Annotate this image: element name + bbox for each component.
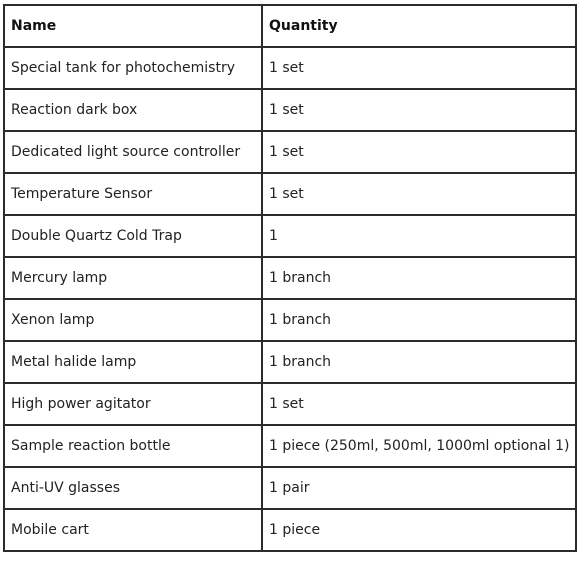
- table-row: [4, 47, 576, 89]
- cell-name: Temperature Sensor: [4, 173, 262, 215]
- header-quantity: Quantity: [262, 5, 576, 47]
- table-row: [4, 215, 576, 257]
- cell-name: Mercury lamp: [4, 257, 262, 299]
- table-row: [4, 89, 576, 131]
- cell-quantity: 1 piece: [262, 509, 576, 551]
- cell-quantity: 1 set: [262, 383, 576, 425]
- table-row: [4, 425, 576, 467]
- cell-name: Metal halide lamp: [4, 341, 262, 383]
- cell-quantity: 1 piece (250ml, 500ml, 1000ml optional 1): [262, 425, 576, 467]
- cell-quantity: 1: [262, 215, 576, 257]
- cell-name: Mobile cart: [4, 509, 262, 551]
- cell-name: Anti-UV glasses: [4, 467, 262, 509]
- table-row: [4, 299, 576, 341]
- table-row: [4, 257, 576, 299]
- cell-name: High power agitator: [4, 383, 262, 425]
- cell-quantity: 1 branch: [262, 257, 576, 299]
- table-header-row: [4, 5, 576, 47]
- table-row: [4, 341, 576, 383]
- header-name: Name: [4, 5, 262, 47]
- cell-name: Sample reaction bottle: [4, 425, 262, 467]
- equipment-table: [3, 4, 577, 552]
- cell-quantity: 1 set: [262, 47, 576, 89]
- table-row: [4, 383, 576, 425]
- cell-quantity: 1 set: [262, 173, 576, 215]
- cell-quantity: 1 branch: [262, 299, 576, 341]
- cell-name: Dedicated light source controller: [4, 131, 262, 173]
- cell-name: Xenon lamp: [4, 299, 262, 341]
- table-row: [4, 509, 576, 551]
- cell-name: Double Quartz Cold Trap: [4, 215, 262, 257]
- cell-quantity: 1 branch: [262, 341, 576, 383]
- table-row: [4, 173, 576, 215]
- cell-quantity: 1 set: [262, 131, 576, 173]
- cell-name: Reaction dark box: [4, 89, 262, 131]
- cell-quantity: 1 set: [262, 89, 576, 131]
- cell-quantity: 1 pair: [262, 467, 576, 509]
- table-row: [4, 467, 576, 509]
- table-row: [4, 131, 576, 173]
- cell-name: Special tank for photochemistry: [4, 47, 262, 89]
